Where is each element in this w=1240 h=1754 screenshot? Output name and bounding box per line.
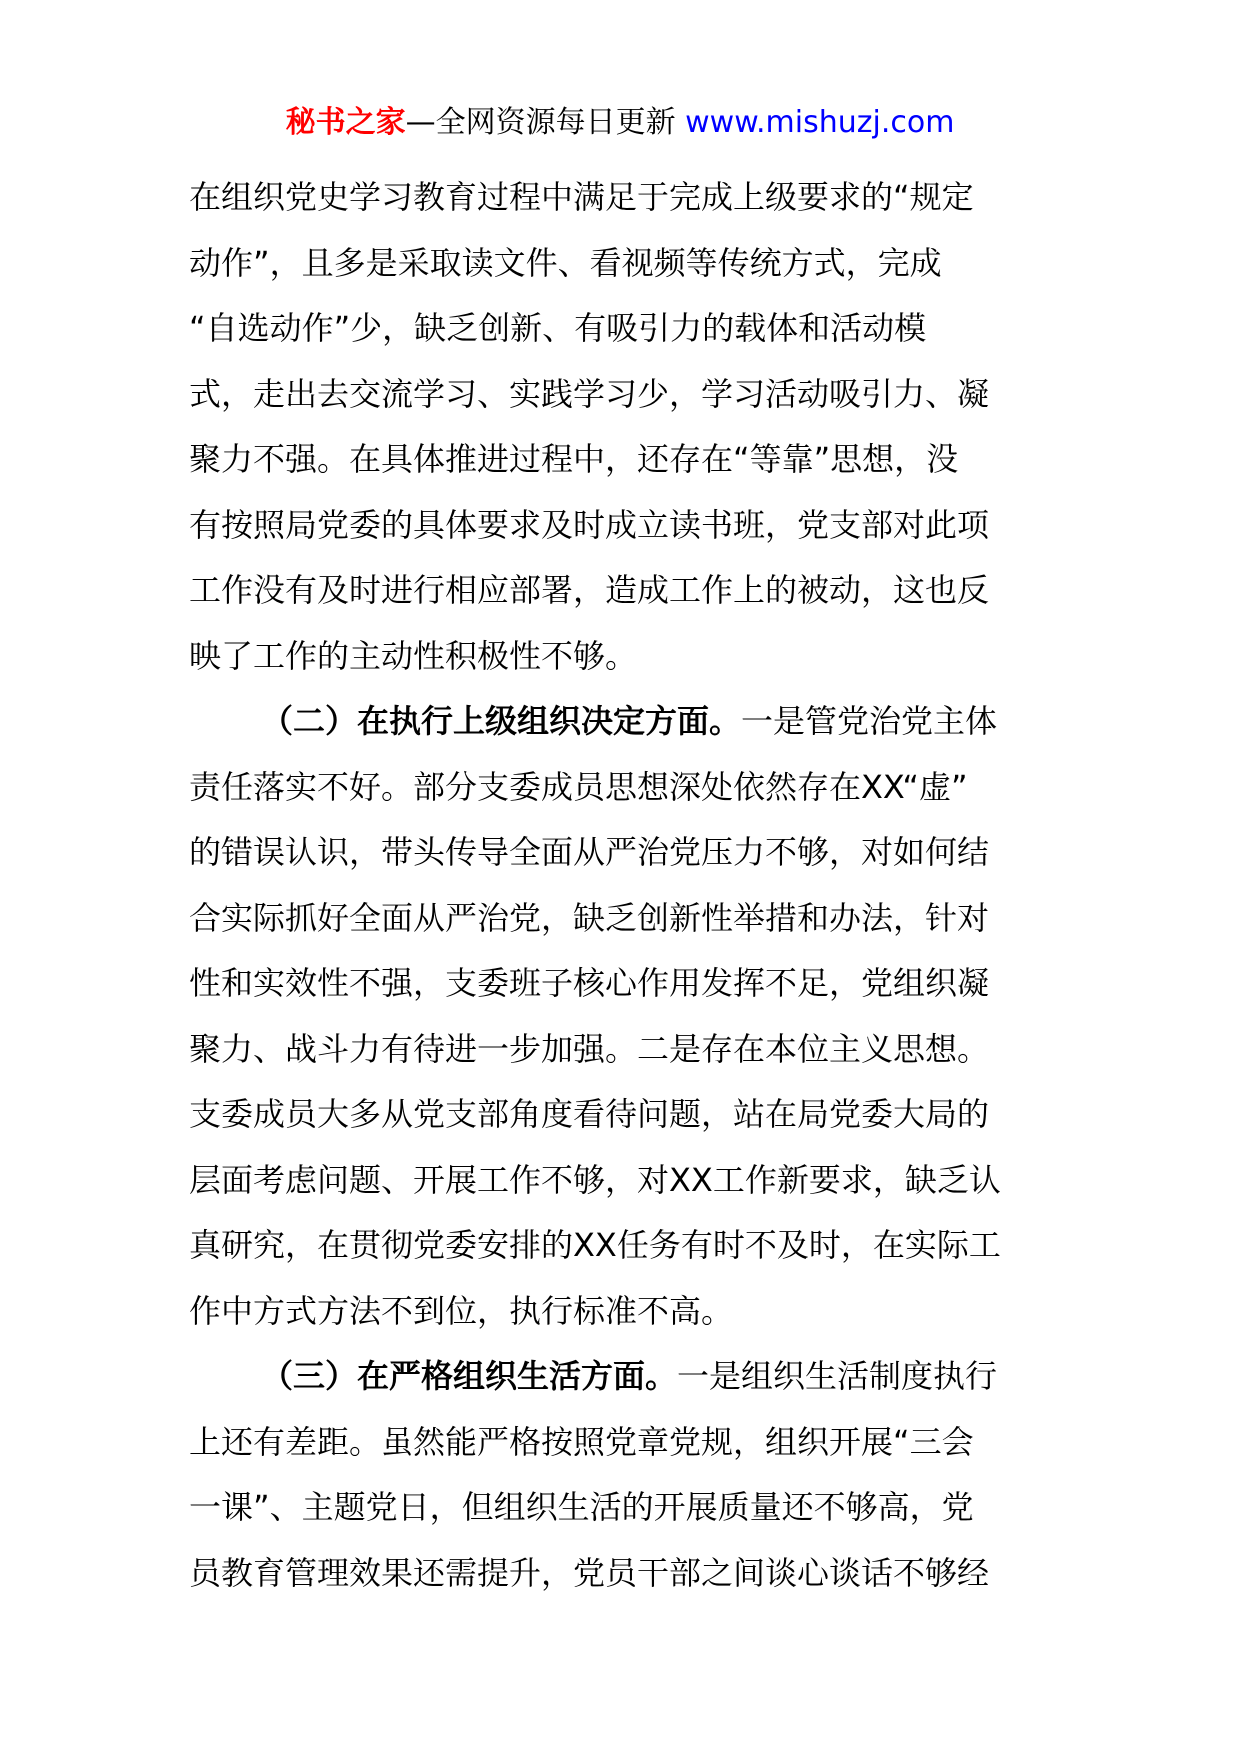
text-line: 责任落实不好。部分支委成员思想深处依然存在XX“虚”	[189, 767, 968, 806]
site-header	[0, 100, 1240, 146]
text-line: 作中方式方法不到位，执行标准不高。	[189, 1291, 734, 1330]
section-2-line: （二）在执行上级组织决定方面。一是管党治党主体	[261, 702, 998, 740]
site-brand: 秘书之家	[285, 105, 406, 140]
text-line: 的错误认识，带头传导全面从严治党压力不够，对如何结	[189, 833, 990, 871]
text-line: 聚力不强。在具体推进过程中，还存在“等靠”思想，没	[189, 440, 959, 478]
text-line: “自选动作”少，缺乏创新、有吸引力的载体和活动模	[189, 309, 927, 347]
section-heading: （三）在严格组织生活方面。	[261, 1357, 678, 1395]
site-url[interactable]: www.mishuzj.com	[685, 105, 955, 140]
text-line: 上还有差距。虽然能严格按照党章党规，组织开展“三会	[189, 1422, 974, 1461]
text-line: 在组织党史学习教育过程中满足于完成上级要求的“规定	[189, 178, 974, 216]
text-line: 性和实效性不强，支委班子核心作用发挥不足，党组织凝	[189, 964, 990, 1002]
text-line: 层面考虑问题、开展工作不够，对XX工作新要求，缺乏认	[189, 1160, 1001, 1199]
text-line: 有按照局党委的具体要求及时成立读书班，党支部对此项	[189, 505, 990, 544]
text-line: 员教育管理效果还需提升，党员干部之间谈心谈话不够经	[189, 1553, 990, 1592]
text-line: 式，走出去交流学习、实践学习少，学习活动吸引力、凝	[189, 374, 990, 413]
site-tagline: —全网资源每日更新	[405, 105, 686, 140]
text-line: 映了工作的主动性积极性不够。	[189, 636, 638, 675]
text-line: 真研究，在贯彻党委安排的XX任务有时不及时，在实际工	[189, 1226, 1001, 1264]
section-3-line: （三）在严格组织生活方面。一是组织生活制度执行	[261, 1357, 998, 1395]
section-heading: （二）在执行上级组织决定方面。	[261, 702, 742, 740]
text-line: 工作没有及时进行相应部署，造成工作上的被动，这也反	[189, 571, 990, 609]
text-line: 合实际抓好全面从严治党，缺乏创新性举措和办法，针对	[189, 898, 990, 937]
text-line: 聚力、战斗力有待进一步加强。二是存在本位主义思想。	[189, 1029, 990, 1068]
text-line: 动作”，且多是采取读文件、看视频等传统方式，完成	[189, 243, 942, 282]
text-line: 支委成员大多从党支部角度看待问题，站在局党委大局的	[189, 1095, 990, 1133]
text-line: 一课”、主题党日，但组织生活的开展质量还不够高，党	[189, 1488, 974, 1526]
document-body	[189, 165, 1069, 1606]
